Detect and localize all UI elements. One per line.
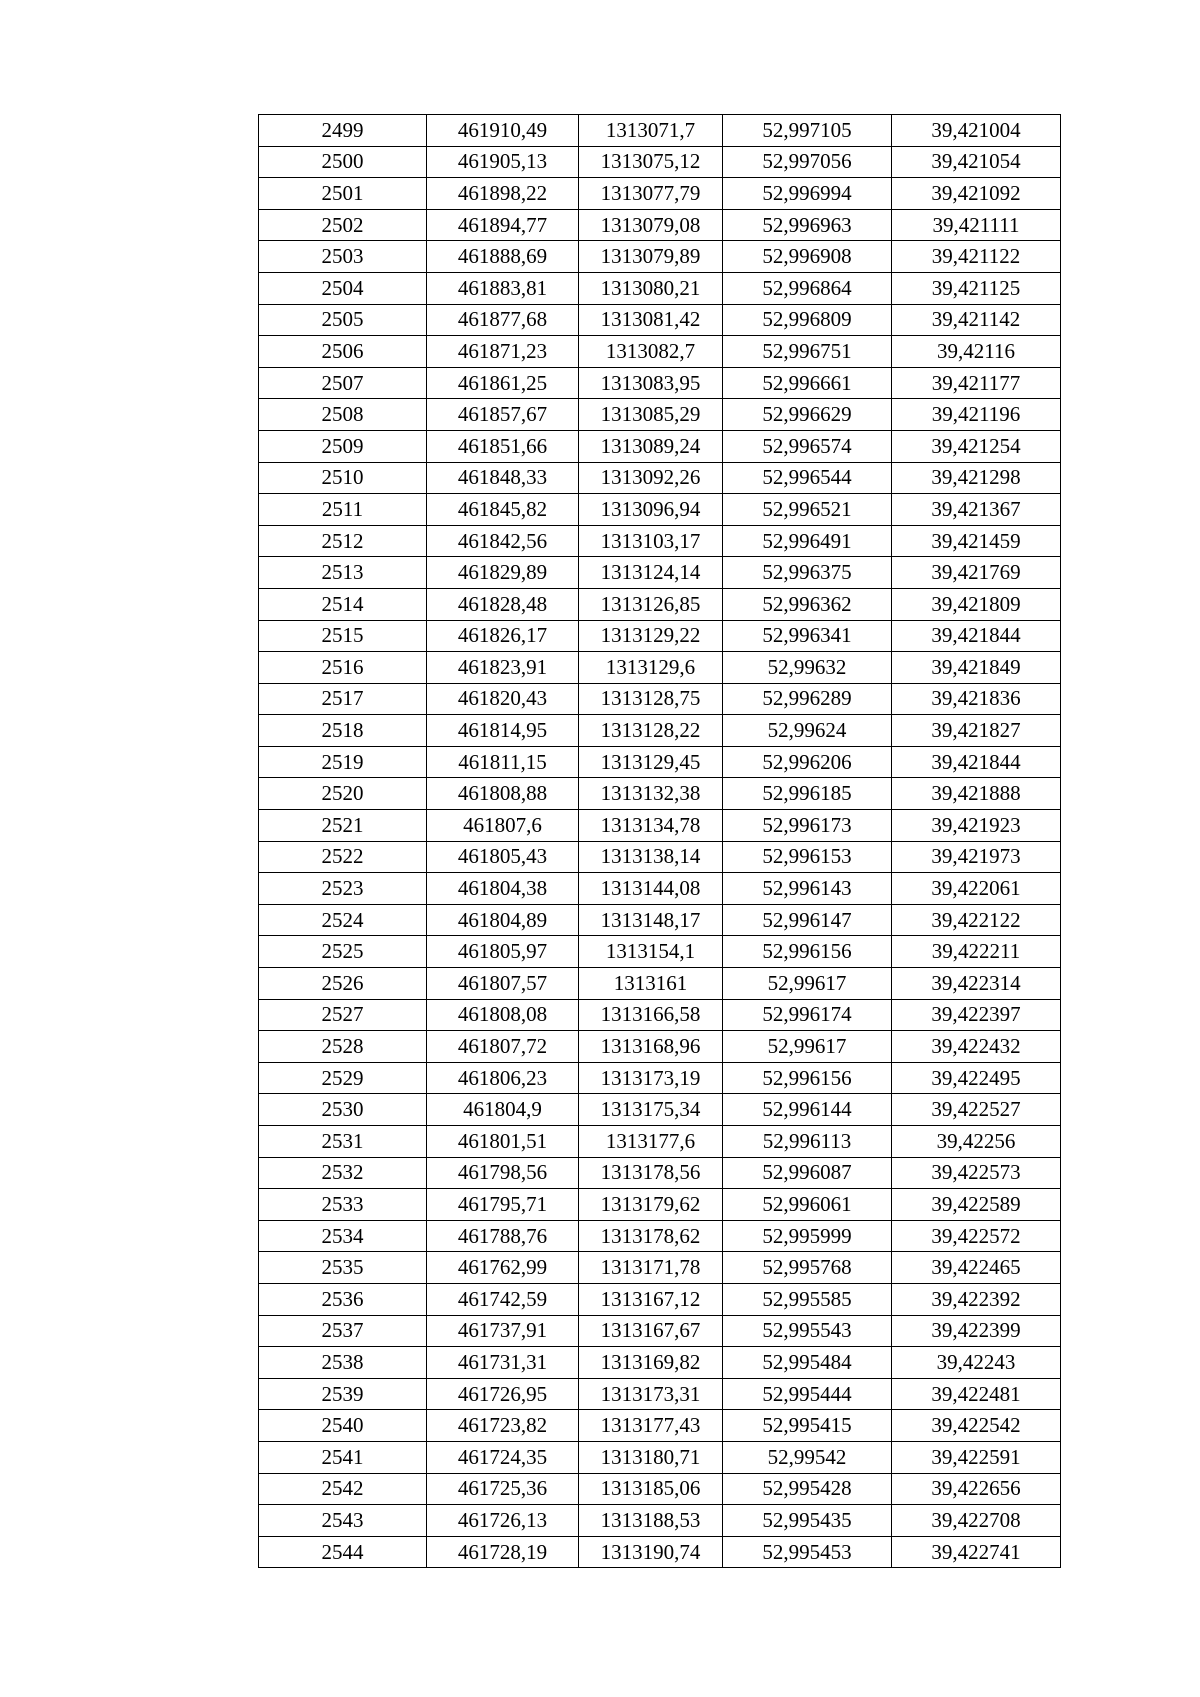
coord-x-cell: 461898,22 xyxy=(427,178,579,210)
coord-x-cell: 461910,49 xyxy=(427,115,579,147)
point-number-cell: 2534 xyxy=(259,1220,427,1252)
longitude-cell: 39,421849 xyxy=(892,652,1061,684)
latitude-cell: 52,996144 xyxy=(723,1094,892,1126)
latitude-cell: 52,996206 xyxy=(723,746,892,778)
longitude-cell: 39,42256 xyxy=(892,1126,1061,1158)
coord-y-cell: 1313124,14 xyxy=(579,557,723,589)
point-number-cell: 2529 xyxy=(259,1062,427,1094)
latitude-cell: 52,995444 xyxy=(723,1378,892,1410)
latitude-cell: 52,995999 xyxy=(723,1220,892,1252)
coord-y-cell: 1313171,78 xyxy=(579,1252,723,1284)
longitude-cell: 39,422572 xyxy=(892,1220,1061,1252)
latitude-cell: 52,99617 xyxy=(723,968,892,1000)
latitude-cell: 52,996087 xyxy=(723,1157,892,1189)
point-number-cell: 2519 xyxy=(259,746,427,778)
coord-y-cell: 1313129,45 xyxy=(579,746,723,778)
coord-y-cell: 1313129,22 xyxy=(579,620,723,652)
point-number-cell: 2514 xyxy=(259,588,427,620)
latitude-cell: 52,996289 xyxy=(723,683,892,715)
coord-x-cell: 461829,89 xyxy=(427,557,579,589)
longitude-cell: 39,422589 xyxy=(892,1189,1061,1221)
point-number-cell: 2537 xyxy=(259,1315,427,1347)
latitude-cell: 52,996113 xyxy=(723,1126,892,1158)
coord-x-cell: 461820,43 xyxy=(427,683,579,715)
coord-x-cell: 461731,31 xyxy=(427,1347,579,1379)
coord-y-cell: 1313083,95 xyxy=(579,367,723,399)
table-row xyxy=(259,1378,1061,1410)
coord-y-cell: 1313188,53 xyxy=(579,1505,723,1537)
coord-y-cell: 1313175,34 xyxy=(579,1094,723,1126)
longitude-cell: 39,421111 xyxy=(892,209,1061,241)
longitude-cell: 39,421092 xyxy=(892,178,1061,210)
latitude-cell: 52,996809 xyxy=(723,304,892,336)
latitude-cell: 52,995585 xyxy=(723,1283,892,1315)
coord-y-cell: 1313126,85 xyxy=(579,588,723,620)
coord-y-cell: 1313096,94 xyxy=(579,494,723,526)
latitude-cell: 52,99632 xyxy=(723,652,892,684)
point-number-cell: 2540 xyxy=(259,1410,427,1442)
longitude-cell: 39,421844 xyxy=(892,746,1061,778)
coord-x-cell: 461814,95 xyxy=(427,715,579,747)
coord-y-cell: 1313166,58 xyxy=(579,999,723,1031)
table-row xyxy=(259,1094,1061,1126)
coord-x-cell: 461845,82 xyxy=(427,494,579,526)
coord-y-cell: 1313169,82 xyxy=(579,1347,723,1379)
longitude-cell: 39,421459 xyxy=(892,525,1061,557)
longitude-cell: 39,422708 xyxy=(892,1505,1061,1537)
coord-y-cell: 1313128,22 xyxy=(579,715,723,747)
latitude-cell: 52,996491 xyxy=(723,525,892,557)
coord-y-cell: 1313092,26 xyxy=(579,462,723,494)
table-row xyxy=(259,1315,1061,1347)
latitude-cell: 52,996156 xyxy=(723,1062,892,1094)
coord-y-cell: 1313081,42 xyxy=(579,304,723,336)
point-number-cell: 2512 xyxy=(259,525,427,557)
coord-x-cell: 461811,15 xyxy=(427,746,579,778)
point-number-cell: 2526 xyxy=(259,968,427,1000)
point-number-cell: 2501 xyxy=(259,178,427,210)
table-row xyxy=(259,1126,1061,1158)
latitude-cell: 52,997105 xyxy=(723,115,892,147)
coord-x-cell: 461883,81 xyxy=(427,272,579,304)
table-row xyxy=(259,1536,1061,1568)
table-row xyxy=(259,430,1061,462)
latitude-cell: 52,996375 xyxy=(723,557,892,589)
table-row xyxy=(259,1347,1061,1379)
coord-x-cell: 461894,77 xyxy=(427,209,579,241)
coord-x-cell: 461762,99 xyxy=(427,1252,579,1284)
point-number-cell: 2509 xyxy=(259,430,427,462)
point-number-cell: 2528 xyxy=(259,1031,427,1063)
point-number-cell: 2522 xyxy=(259,841,427,873)
point-number-cell: 2511 xyxy=(259,494,427,526)
coord-y-cell: 1313179,62 xyxy=(579,1189,723,1221)
coord-x-cell: 461804,9 xyxy=(427,1094,579,1126)
point-number-cell: 2500 xyxy=(259,146,427,178)
table-row xyxy=(259,304,1061,336)
latitude-cell: 52,996147 xyxy=(723,904,892,936)
longitude-cell: 39,421836 xyxy=(892,683,1061,715)
point-number-cell: 2543 xyxy=(259,1505,427,1537)
coord-x-cell: 461798,56 xyxy=(427,1157,579,1189)
latitude-cell: 52,995435 xyxy=(723,1505,892,1537)
latitude-cell: 52,996521 xyxy=(723,494,892,526)
coord-y-cell: 1313132,38 xyxy=(579,778,723,810)
coord-x-cell: 461826,17 xyxy=(427,620,579,652)
table-row xyxy=(259,652,1061,684)
point-number-cell: 2524 xyxy=(259,904,427,936)
table-row xyxy=(259,494,1061,526)
coord-x-cell: 461726,13 xyxy=(427,1505,579,1537)
table-row xyxy=(259,1473,1061,1505)
coord-y-cell: 1313082,7 xyxy=(579,336,723,368)
latitude-cell: 52,996362 xyxy=(723,588,892,620)
coord-x-cell: 461857,67 xyxy=(427,399,579,431)
coord-y-cell: 1313180,71 xyxy=(579,1441,723,1473)
latitude-cell: 52,996908 xyxy=(723,241,892,273)
coord-y-cell: 1313190,74 xyxy=(579,1536,723,1568)
longitude-cell: 39,422656 xyxy=(892,1473,1061,1505)
longitude-cell: 39,421827 xyxy=(892,715,1061,747)
latitude-cell: 52,997056 xyxy=(723,146,892,178)
coord-x-cell: 461808,88 xyxy=(427,778,579,810)
longitude-cell: 39,422392 xyxy=(892,1283,1061,1315)
coord-y-cell: 1313075,12 xyxy=(579,146,723,178)
coord-y-cell: 1313178,56 xyxy=(579,1157,723,1189)
coord-y-cell: 1313154,1 xyxy=(579,936,723,968)
latitude-cell: 52,996963 xyxy=(723,209,892,241)
longitude-cell: 39,422527 xyxy=(892,1094,1061,1126)
point-number-cell: 2505 xyxy=(259,304,427,336)
table-row xyxy=(259,620,1061,652)
longitude-cell: 39,422314 xyxy=(892,968,1061,1000)
coord-x-cell: 461861,25 xyxy=(427,367,579,399)
point-number-cell: 2516 xyxy=(259,652,427,684)
coord-x-cell: 461724,35 xyxy=(427,1441,579,1473)
longitude-cell: 39,421298 xyxy=(892,462,1061,494)
coord-x-cell: 461877,68 xyxy=(427,304,579,336)
latitude-cell: 52,995543 xyxy=(723,1315,892,1347)
longitude-cell: 39,421125 xyxy=(892,272,1061,304)
point-number-cell: 2517 xyxy=(259,683,427,715)
latitude-cell: 52,996143 xyxy=(723,873,892,905)
coord-x-cell: 461888,69 xyxy=(427,241,579,273)
table-row xyxy=(259,904,1061,936)
longitude-cell: 39,422122 xyxy=(892,904,1061,936)
table-row xyxy=(259,588,1061,620)
latitude-cell: 52,996156 xyxy=(723,936,892,968)
coord-x-cell: 461804,89 xyxy=(427,904,579,936)
point-number-cell: 2513 xyxy=(259,557,427,589)
coordinates-table-body xyxy=(259,115,1061,1568)
coord-y-cell: 1313079,08 xyxy=(579,209,723,241)
latitude-cell: 52,99624 xyxy=(723,715,892,747)
table-row xyxy=(259,1252,1061,1284)
coord-y-cell: 1313185,06 xyxy=(579,1473,723,1505)
table-row xyxy=(259,462,1061,494)
coord-y-cell: 1313168,96 xyxy=(579,1031,723,1063)
table-row xyxy=(259,525,1061,557)
latitude-cell: 52,996751 xyxy=(723,336,892,368)
coord-x-cell: 461842,56 xyxy=(427,525,579,557)
longitude-cell: 39,422495 xyxy=(892,1062,1061,1094)
coord-x-cell: 461728,19 xyxy=(427,1536,579,1568)
point-number-cell: 2525 xyxy=(259,936,427,968)
latitude-cell: 52,996544 xyxy=(723,462,892,494)
coord-x-cell: 461726,95 xyxy=(427,1378,579,1410)
table-row xyxy=(259,1189,1061,1221)
coord-x-cell: 461871,23 xyxy=(427,336,579,368)
table-row xyxy=(259,1410,1061,1442)
latitude-cell: 52,995484 xyxy=(723,1347,892,1379)
coord-y-cell: 1313173,19 xyxy=(579,1062,723,1094)
coord-x-cell: 461807,6 xyxy=(427,810,579,842)
table-row xyxy=(259,715,1061,747)
table-row xyxy=(259,209,1061,241)
point-number-cell: 2515 xyxy=(259,620,427,652)
longitude-cell: 39,421888 xyxy=(892,778,1061,810)
longitude-cell: 39,421769 xyxy=(892,557,1061,589)
point-number-cell: 2520 xyxy=(259,778,427,810)
point-number-cell: 2502 xyxy=(259,209,427,241)
table-row xyxy=(259,557,1061,589)
coord-y-cell: 1313071,7 xyxy=(579,115,723,147)
longitude-cell: 39,421809 xyxy=(892,588,1061,620)
latitude-cell: 52,996661 xyxy=(723,367,892,399)
latitude-cell: 52,996174 xyxy=(723,999,892,1031)
coord-x-cell: 461725,36 xyxy=(427,1473,579,1505)
longitude-cell: 39,421254 xyxy=(892,430,1061,462)
point-number-cell: 2541 xyxy=(259,1441,427,1473)
coord-y-cell: 1313089,24 xyxy=(579,430,723,462)
latitude-cell: 52,996994 xyxy=(723,178,892,210)
coord-y-cell: 1313177,43 xyxy=(579,1410,723,1442)
point-number-cell: 2536 xyxy=(259,1283,427,1315)
latitude-cell: 52,995415 xyxy=(723,1410,892,1442)
latitude-cell: 52,996574 xyxy=(723,430,892,462)
point-number-cell: 2523 xyxy=(259,873,427,905)
point-number-cell: 2533 xyxy=(259,1189,427,1221)
longitude-cell: 39,421122 xyxy=(892,241,1061,273)
point-number-cell: 2518 xyxy=(259,715,427,747)
coord-x-cell: 461801,51 xyxy=(427,1126,579,1158)
longitude-cell: 39,421177 xyxy=(892,367,1061,399)
table-row xyxy=(259,873,1061,905)
longitude-cell: 39,422397 xyxy=(892,999,1061,1031)
coord-y-cell: 1313077,79 xyxy=(579,178,723,210)
coord-y-cell: 1313167,12 xyxy=(579,1283,723,1315)
table-row xyxy=(259,1062,1061,1094)
coord-x-cell: 461805,97 xyxy=(427,936,579,968)
coord-y-cell: 1313080,21 xyxy=(579,272,723,304)
table-row xyxy=(259,1505,1061,1537)
table-row xyxy=(259,241,1061,273)
longitude-cell: 39,422591 xyxy=(892,1441,1061,1473)
table-row xyxy=(259,999,1061,1031)
table-row xyxy=(259,1441,1061,1473)
latitude-cell: 52,996185 xyxy=(723,778,892,810)
table-row xyxy=(259,746,1061,778)
longitude-cell: 39,421142 xyxy=(892,304,1061,336)
coord-y-cell: 1313103,17 xyxy=(579,525,723,557)
point-number-cell: 2527 xyxy=(259,999,427,1031)
point-number-cell: 2539 xyxy=(259,1378,427,1410)
latitude-cell: 52,995428 xyxy=(723,1473,892,1505)
longitude-cell: 39,422741 xyxy=(892,1536,1061,1568)
longitude-cell: 39,422542 xyxy=(892,1410,1061,1442)
longitude-cell: 39,422061 xyxy=(892,873,1061,905)
table-row xyxy=(259,178,1061,210)
coord-x-cell: 461723,82 xyxy=(427,1410,579,1442)
table-row xyxy=(259,399,1061,431)
point-number-cell: 2504 xyxy=(259,272,427,304)
coord-y-cell: 1313173,31 xyxy=(579,1378,723,1410)
latitude-cell: 52,99542 xyxy=(723,1441,892,1473)
coord-y-cell: 1313128,75 xyxy=(579,683,723,715)
coord-y-cell: 1313134,78 xyxy=(579,810,723,842)
longitude-cell: 39,421923 xyxy=(892,810,1061,842)
point-number-cell: 2542 xyxy=(259,1473,427,1505)
table-row xyxy=(259,146,1061,178)
table-row xyxy=(259,367,1061,399)
coord-y-cell: 1313178,62 xyxy=(579,1220,723,1252)
longitude-cell: 39,421367 xyxy=(892,494,1061,526)
longitude-cell: 39,421196 xyxy=(892,399,1061,431)
coord-x-cell: 461823,91 xyxy=(427,652,579,684)
longitude-cell: 39,42116 xyxy=(892,336,1061,368)
longitude-cell: 39,42243 xyxy=(892,1347,1061,1379)
coord-x-cell: 461737,91 xyxy=(427,1315,579,1347)
coord-y-cell: 1313177,6 xyxy=(579,1126,723,1158)
point-number-cell: 2531 xyxy=(259,1126,427,1158)
coord-y-cell: 1313129,6 xyxy=(579,652,723,684)
point-number-cell: 2499 xyxy=(259,115,427,147)
coord-x-cell: 461807,72 xyxy=(427,1031,579,1063)
longitude-cell: 39,421054 xyxy=(892,146,1061,178)
longitude-cell: 39,422399 xyxy=(892,1315,1061,1347)
point-number-cell: 2506 xyxy=(259,336,427,368)
latitude-cell: 52,996061 xyxy=(723,1189,892,1221)
longitude-cell: 39,422465 xyxy=(892,1252,1061,1284)
point-number-cell: 2535 xyxy=(259,1252,427,1284)
latitude-cell: 52,99617 xyxy=(723,1031,892,1063)
coord-x-cell: 461848,33 xyxy=(427,462,579,494)
longitude-cell: 39,421004 xyxy=(892,115,1061,147)
point-number-cell: 2508 xyxy=(259,399,427,431)
latitude-cell: 52,996153 xyxy=(723,841,892,873)
longitude-cell: 39,422432 xyxy=(892,1031,1061,1063)
latitude-cell: 52,995453 xyxy=(723,1536,892,1568)
table-row xyxy=(259,778,1061,810)
coord-x-cell: 461788,76 xyxy=(427,1220,579,1252)
table-row xyxy=(259,841,1061,873)
latitude-cell: 52,996629 xyxy=(723,399,892,431)
coord-y-cell: 1313144,08 xyxy=(579,873,723,905)
coord-y-cell: 1313138,14 xyxy=(579,841,723,873)
point-number-cell: 2544 xyxy=(259,1536,427,1568)
coord-x-cell: 461851,66 xyxy=(427,430,579,462)
coord-x-cell: 461808,08 xyxy=(427,999,579,1031)
coord-y-cell: 1313079,89 xyxy=(579,241,723,273)
coord-x-cell: 461795,71 xyxy=(427,1189,579,1221)
table-row xyxy=(259,683,1061,715)
point-number-cell: 2507 xyxy=(259,367,427,399)
coord-x-cell: 461804,38 xyxy=(427,873,579,905)
coord-y-cell: 1313167,67 xyxy=(579,1315,723,1347)
table-row xyxy=(259,1220,1061,1252)
table-row xyxy=(259,810,1061,842)
coord-y-cell: 1313085,29 xyxy=(579,399,723,431)
latitude-cell: 52,996341 xyxy=(723,620,892,652)
longitude-cell: 39,421973 xyxy=(892,841,1061,873)
coordinates-table xyxy=(258,114,1061,1568)
coord-x-cell: 461806,23 xyxy=(427,1062,579,1094)
latitude-cell: 52,996173 xyxy=(723,810,892,842)
point-number-cell: 2521 xyxy=(259,810,427,842)
table-row xyxy=(259,1283,1061,1315)
latitude-cell: 52,995768 xyxy=(723,1252,892,1284)
point-number-cell: 2532 xyxy=(259,1157,427,1189)
latitude-cell: 52,996864 xyxy=(723,272,892,304)
table-row xyxy=(259,1157,1061,1189)
longitude-cell: 39,422573 xyxy=(892,1157,1061,1189)
longitude-cell: 39,421844 xyxy=(892,620,1061,652)
table-row xyxy=(259,272,1061,304)
coord-x-cell: 461742,59 xyxy=(427,1283,579,1315)
coord-y-cell: 1313148,17 xyxy=(579,904,723,936)
point-number-cell: 2510 xyxy=(259,462,427,494)
longitude-cell: 39,422211 xyxy=(892,936,1061,968)
table-row xyxy=(259,1031,1061,1063)
longitude-cell: 39,422481 xyxy=(892,1378,1061,1410)
coord-x-cell: 461807,57 xyxy=(427,968,579,1000)
point-number-cell: 2503 xyxy=(259,241,427,273)
table-row xyxy=(259,936,1061,968)
coord-x-cell: 461828,48 xyxy=(427,588,579,620)
coord-x-cell: 461805,43 xyxy=(427,841,579,873)
table-row xyxy=(259,968,1061,1000)
coord-x-cell: 461905,13 xyxy=(427,146,579,178)
table-row xyxy=(259,115,1061,147)
table-row xyxy=(259,336,1061,368)
coord-y-cell: 1313161 xyxy=(579,968,723,1000)
point-number-cell: 2538 xyxy=(259,1347,427,1379)
point-number-cell: 2530 xyxy=(259,1094,427,1126)
